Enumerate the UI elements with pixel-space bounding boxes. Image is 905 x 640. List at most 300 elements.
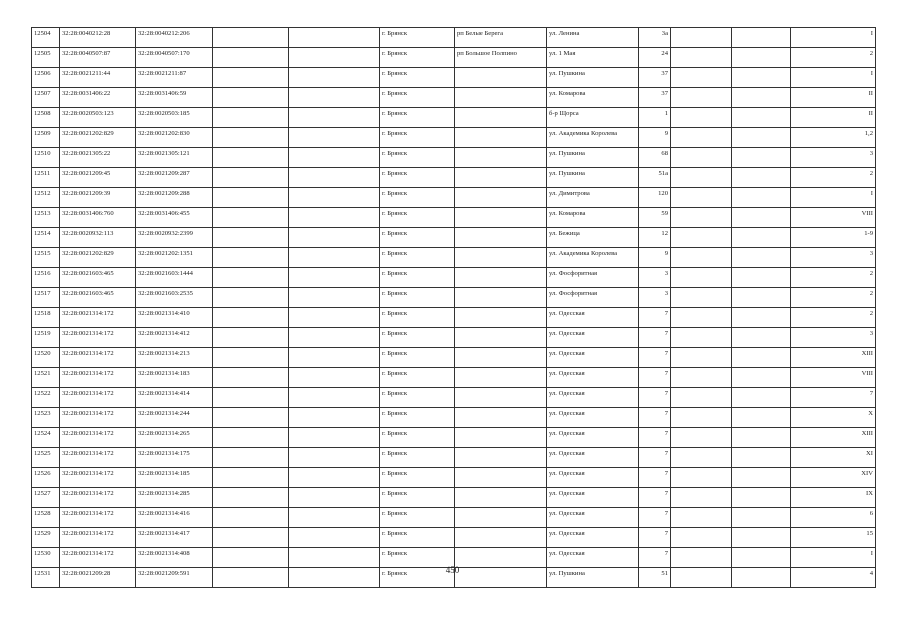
cell-object-cadastral-number: 32:28:0021314:412 (136, 328, 213, 348)
cell-col-empty-d (732, 68, 791, 88)
cell-col-empty-d (732, 48, 791, 68)
cell-settlement (455, 428, 547, 448)
cell-row-number: 12521 (32, 368, 60, 388)
cell-city: г. Брянск (380, 308, 455, 328)
cell-object-cadastral-number: 32:28:0031406:455 (136, 208, 213, 228)
cell-settlement (455, 508, 547, 528)
cell-premises-number: 6 (791, 508, 876, 528)
cell-house-number: 51а (639, 168, 671, 188)
table-row (32, 108, 876, 128)
cell-col-empty-d (732, 528, 791, 548)
cell-premises-number: VIII (791, 208, 876, 228)
cell-col-empty-c (671, 188, 732, 208)
cell-street: ул. Академика Королева (547, 128, 639, 148)
cell-col-empty-a (213, 388, 289, 408)
cell-row-number: 12524 (32, 428, 60, 448)
cell-col-empty-b (289, 348, 380, 368)
cell-city: г. Брянск (380, 408, 455, 428)
cell-row-number: 12507 (32, 88, 60, 108)
cell-premises-number: 3 (791, 328, 876, 348)
cell-col-empty-b (289, 228, 380, 248)
table-row (32, 328, 876, 348)
cell-house-number: 7 (639, 508, 671, 528)
cell-row-number: 12522 (32, 388, 60, 408)
cell-col-empty-a (213, 248, 289, 268)
cell-parcel-cadastral-number: 32:28:0021209:39 (60, 188, 136, 208)
table-row (32, 268, 876, 288)
cell-object-cadastral-number: 32:28:0020932:2399 (136, 228, 213, 248)
table-row (32, 408, 876, 428)
cell-house-number: 7 (639, 388, 671, 408)
cell-house-number: 7 (639, 448, 671, 468)
cell-col-empty-b (289, 88, 380, 108)
cell-col-empty-a (213, 468, 289, 488)
cell-col-empty-c (671, 308, 732, 328)
cell-row-number: 12514 (32, 228, 60, 248)
table-row (32, 188, 876, 208)
cell-col-empty-a (213, 288, 289, 308)
cell-street: ул. Одесская (547, 388, 639, 408)
cell-city: г. Брянск (380, 568, 455, 588)
page-number: 450 (445, 565, 460, 575)
cell-object-cadastral-number: 32:28:0021314:244 (136, 408, 213, 428)
cell-row-number: 12511 (32, 168, 60, 188)
cell-col-empty-c (671, 388, 732, 408)
cell-object-cadastral-number: 32:28:0021314:183 (136, 368, 213, 388)
cell-col-empty-b (289, 528, 380, 548)
cell-house-number: 37 (639, 88, 671, 108)
cell-col-empty-b (289, 208, 380, 228)
cell-city: г. Брянск (380, 528, 455, 548)
cell-col-empty-b (289, 428, 380, 448)
cell-object-cadastral-number: 32:28:0040212:206 (136, 28, 213, 48)
cell-object-cadastral-number: 32:28:0031406:59 (136, 88, 213, 108)
cell-parcel-cadastral-number: 32:28:0020932:113 (60, 228, 136, 248)
cell-street: ул. Комарова (547, 88, 639, 108)
cell-col-empty-a (213, 328, 289, 348)
cell-row-number: 12517 (32, 288, 60, 308)
cell-parcel-cadastral-number: 32:28:0040507:87 (60, 48, 136, 68)
cell-premises-number: 15 (791, 528, 876, 548)
cell-col-empty-b (289, 468, 380, 488)
cell-house-number: 7 (639, 368, 671, 388)
cell-col-empty-b (289, 368, 380, 388)
cell-city: г. Брянск (380, 48, 455, 68)
cell-row-number: 12530 (32, 548, 60, 568)
cell-premises-number: IX (791, 488, 876, 508)
cell-object-cadastral-number: 32:28:0021305:121 (136, 148, 213, 168)
cell-col-empty-a (213, 308, 289, 328)
cell-parcel-cadastral-number: 32:28:0021314:172 (60, 548, 136, 568)
cell-parcel-cadastral-number: 32:28:0021211:44 (60, 68, 136, 88)
cell-object-cadastral-number: 32:28:0021314:408 (136, 548, 213, 568)
cell-city: г. Брянск (380, 388, 455, 408)
cell-premises-number: I (791, 548, 876, 568)
cell-col-empty-b (289, 388, 380, 408)
cell-street: б-р Щорса (547, 108, 639, 128)
cell-col-empty-c (671, 208, 732, 228)
cell-street: ул. Одесская (547, 308, 639, 328)
cell-premises-number: XIV (791, 468, 876, 488)
cell-street: ул. Одесская (547, 488, 639, 508)
cell-col-empty-c (671, 88, 732, 108)
cell-house-number: 68 (639, 148, 671, 168)
cell-city: г. Брянск (380, 28, 455, 48)
cell-col-empty-a (213, 208, 289, 228)
table-row (32, 228, 876, 248)
cell-row-number: 12520 (32, 348, 60, 368)
cell-object-cadastral-number: 32:28:0021314:414 (136, 388, 213, 408)
cell-settlement (455, 128, 547, 148)
cell-premises-number: 2 (791, 48, 876, 68)
cell-object-cadastral-number: 32:28:0021202:1351 (136, 248, 213, 268)
cell-premises-number: 1,2 (791, 128, 876, 148)
cell-parcel-cadastral-number: 32:28:0021202:829 (60, 248, 136, 268)
cell-settlement: рп Большое Полпино (455, 48, 547, 68)
cell-parcel-cadastral-number: 32:28:0021314:172 (60, 348, 136, 368)
cell-row-number: 12506 (32, 68, 60, 88)
cell-street: ул. Одесская (547, 408, 639, 428)
cell-col-empty-c (671, 488, 732, 508)
cell-city: г. Брянск (380, 328, 455, 348)
cell-col-empty-a (213, 188, 289, 208)
cell-settlement (455, 188, 547, 208)
cell-col-empty-a (213, 108, 289, 128)
cell-settlement (455, 528, 547, 548)
cell-object-cadastral-number: 32:28:0020503:185 (136, 108, 213, 128)
cell-object-cadastral-number: 32:28:0021603:1444 (136, 268, 213, 288)
cell-city: г. Брянск (380, 208, 455, 228)
cell-col-empty-a (213, 148, 289, 168)
cell-street: ул. Димитрова (547, 188, 639, 208)
cell-col-empty-a (213, 408, 289, 428)
cell-premises-number: I (791, 188, 876, 208)
cell-street: ул. Одесская (547, 368, 639, 388)
cell-col-empty-d (732, 448, 791, 468)
cell-parcel-cadastral-number: 32:28:0021314:172 (60, 408, 136, 428)
cell-col-empty-d (732, 248, 791, 268)
cell-col-empty-c (671, 48, 732, 68)
cell-row-number: 12505 (32, 48, 60, 68)
cell-col-empty-c (671, 108, 732, 128)
cell-object-cadastral-number: 32:28:0021314:213 (136, 348, 213, 368)
cell-col-empty-c (671, 228, 732, 248)
cell-parcel-cadastral-number: 32:28:0021314:172 (60, 528, 136, 548)
cell-settlement (455, 248, 547, 268)
cell-house-number: 3а (639, 28, 671, 48)
cell-city: г. Брянск (380, 468, 455, 488)
cell-settlement (455, 228, 547, 248)
cell-col-empty-c (671, 148, 732, 168)
cell-row-number: 12510 (32, 148, 60, 168)
cell-city: г. Брянск (380, 488, 455, 508)
cell-premises-number: I (791, 68, 876, 88)
cell-col-empty-a (213, 48, 289, 68)
cell-col-empty-a (213, 168, 289, 188)
cell-col-empty-c (671, 128, 732, 148)
cell-house-number: 7 (639, 468, 671, 488)
cell-object-cadastral-number: 32:28:0021314:265 (136, 428, 213, 448)
cell-house-number: 7 (639, 488, 671, 508)
cell-row-number: 12528 (32, 508, 60, 528)
table-row (32, 208, 876, 228)
cell-premises-number: 3 (791, 148, 876, 168)
cell-city: г. Брянск (380, 348, 455, 368)
cell-city: г. Брянск (380, 128, 455, 148)
cell-col-empty-b (289, 288, 380, 308)
cell-street: ул. 1 Мая (547, 48, 639, 68)
cell-row-number: 12515 (32, 248, 60, 268)
cell-object-cadastral-number: 32:28:0021603:2535 (136, 288, 213, 308)
cell-parcel-cadastral-number: 32:28:0020503:123 (60, 108, 136, 128)
table-row (32, 288, 876, 308)
cell-col-empty-a (213, 128, 289, 148)
cell-city: г. Брянск (380, 548, 455, 568)
cell-city: г. Брянск (380, 228, 455, 248)
cell-parcel-cadastral-number: 32:28:0021314:172 (60, 448, 136, 468)
cell-premises-number: VIII (791, 368, 876, 388)
cell-premises-number: 4 (791, 568, 876, 588)
cell-street: ул. Пушкина (547, 568, 639, 588)
cell-street: ул. Одесская (547, 468, 639, 488)
cell-col-empty-d (732, 348, 791, 368)
cell-col-empty-a (213, 268, 289, 288)
cell-col-empty-c (671, 68, 732, 88)
cell-settlement: рп Белые Берега (455, 28, 547, 48)
cell-settlement (455, 348, 547, 368)
cell-street: ул. Одесская (547, 548, 639, 568)
cell-row-number: 12516 (32, 268, 60, 288)
cell-street: ул. Ленина (547, 28, 639, 48)
cell-street: ул. Одесская (547, 328, 639, 348)
cell-premises-number: 2 (791, 268, 876, 288)
cell-row-number: 12527 (32, 488, 60, 508)
cell-col-empty-d (732, 208, 791, 228)
cell-street: ул. Бежица (547, 228, 639, 248)
cell-premises-number: 3 (791, 248, 876, 268)
cell-settlement (455, 288, 547, 308)
cell-premises-number: XI (791, 448, 876, 468)
cell-object-cadastral-number: 32:28:0040507:170 (136, 48, 213, 68)
cell-col-empty-b (289, 308, 380, 328)
table-row (32, 148, 876, 168)
cell-house-number: 7 (639, 348, 671, 368)
cell-settlement (455, 388, 547, 408)
cell-street: ул. Пушкина (547, 168, 639, 188)
cell-settlement (455, 488, 547, 508)
cell-col-empty-b (289, 508, 380, 528)
cell-object-cadastral-number: 32:28:0021314:285 (136, 488, 213, 508)
cell-premises-number: II (791, 88, 876, 108)
cell-col-empty-a (213, 68, 289, 88)
cell-house-number: 51 (639, 568, 671, 588)
cell-premises-number: I (791, 28, 876, 48)
cell-parcel-cadastral-number: 32:28:0021202:829 (60, 128, 136, 148)
cell-col-empty-c (671, 408, 732, 428)
cell-col-empty-d (732, 188, 791, 208)
cell-street: ул. Пушкина (547, 148, 639, 168)
cell-col-empty-d (732, 88, 791, 108)
cell-col-empty-a (213, 228, 289, 248)
cell-premises-number: 1-9 (791, 228, 876, 248)
cell-street: ул. Одесская (547, 428, 639, 448)
cell-col-empty-b (289, 48, 380, 68)
cell-col-empty-c (671, 508, 732, 528)
cell-city: г. Брянск (380, 148, 455, 168)
cell-row-number: 12513 (32, 208, 60, 228)
cell-row-number: 12526 (32, 468, 60, 488)
cell-settlement (455, 308, 547, 328)
cell-col-empty-b (289, 188, 380, 208)
cell-row-number: 12509 (32, 128, 60, 148)
cell-col-empty-b (289, 28, 380, 48)
cell-premises-number: 2 (791, 288, 876, 308)
cell-col-empty-b (289, 68, 380, 88)
cell-house-number: 1 (639, 108, 671, 128)
cell-house-number: 37 (639, 68, 671, 88)
cell-house-number: 24 (639, 48, 671, 68)
cell-col-empty-d (732, 288, 791, 308)
table-row (32, 168, 876, 188)
cell-parcel-cadastral-number: 32:28:0040212:28 (60, 28, 136, 48)
cell-premises-number: XIII (791, 348, 876, 368)
cell-col-empty-d (732, 28, 791, 48)
cell-col-empty-b (289, 408, 380, 428)
cell-settlement (455, 328, 547, 348)
cell-col-empty-c (671, 428, 732, 448)
cell-house-number: 9 (639, 248, 671, 268)
cell-col-empty-d (732, 148, 791, 168)
cell-col-empty-b (289, 268, 380, 288)
cell-row-number: 12508 (32, 108, 60, 128)
cell-col-empty-c (671, 268, 732, 288)
cell-house-number: 7 (639, 328, 671, 348)
cell-object-cadastral-number: 32:28:0021211:87 (136, 68, 213, 88)
cell-col-empty-d (732, 108, 791, 128)
cell-city: г. Брянск (380, 448, 455, 468)
cell-settlement (455, 148, 547, 168)
cell-street: ул. Академика Королева (547, 248, 639, 268)
cell-col-empty-d (732, 428, 791, 448)
cell-col-empty-a (213, 528, 289, 548)
cell-street: ул. Одесская (547, 348, 639, 368)
cell-col-empty-d (732, 228, 791, 248)
cell-city: г. Брянск (380, 288, 455, 308)
cell-house-number: 9 (639, 128, 671, 148)
cell-row-number: 12518 (32, 308, 60, 328)
cell-house-number: 7 (639, 428, 671, 448)
cell-house-number: 7 (639, 308, 671, 328)
cell-row-number: 12504 (32, 28, 60, 48)
cell-parcel-cadastral-number: 32:28:0031406:22 (60, 88, 136, 108)
cell-col-empty-d (732, 488, 791, 508)
cell-parcel-cadastral-number: 32:28:0021314:172 (60, 428, 136, 448)
cell-col-empty-a (213, 368, 289, 388)
register-table-body (32, 28, 876, 588)
cell-parcel-cadastral-number: 32:28:0021209:28 (60, 568, 136, 588)
cell-row-number: 12519 (32, 328, 60, 348)
cell-parcel-cadastral-number: 32:28:0021305:22 (60, 148, 136, 168)
cell-col-empty-b (289, 108, 380, 128)
register-table (31, 27, 876, 588)
cell-street: ул. Комарова (547, 208, 639, 228)
cell-city: г. Брянск (380, 168, 455, 188)
cell-col-empty-a (213, 428, 289, 448)
cell-house-number: 3 (639, 268, 671, 288)
cell-object-cadastral-number: 32:28:0021202:830 (136, 128, 213, 148)
cell-parcel-cadastral-number: 32:28:0021603:465 (60, 288, 136, 308)
cell-street: ул. Одесская (547, 448, 639, 468)
table-row (32, 488, 876, 508)
cell-street: ул. Одесская (547, 528, 639, 548)
cell-house-number: 120 (639, 188, 671, 208)
cell-house-number: 7 (639, 528, 671, 548)
cell-city: г. Брянск (380, 428, 455, 448)
cell-city: г. Брянск (380, 508, 455, 528)
cell-parcel-cadastral-number: 32:28:0021314:172 (60, 468, 136, 488)
cell-col-empty-d (732, 168, 791, 188)
cell-settlement (455, 268, 547, 288)
cell-col-empty-d (732, 508, 791, 528)
cell-parcel-cadastral-number: 32:28:0031406:760 (60, 208, 136, 228)
cell-house-number: 7 (639, 408, 671, 428)
cell-settlement (455, 88, 547, 108)
cell-object-cadastral-number: 32:28:0021209:591 (136, 568, 213, 588)
cell-object-cadastral-number: 32:28:0021209:287 (136, 168, 213, 188)
cell-premises-number: XIII (791, 428, 876, 448)
cell-row-number: 12529 (32, 528, 60, 548)
table-row (32, 448, 876, 468)
cell-col-empty-b (289, 128, 380, 148)
cell-house-number: 3 (639, 288, 671, 308)
cell-city: г. Брянск (380, 68, 455, 88)
cell-city: г. Брянск (380, 88, 455, 108)
cell-row-number: 12523 (32, 408, 60, 428)
cell-city: г. Брянск (380, 268, 455, 288)
cell-house-number: 12 (639, 228, 671, 248)
cell-col-empty-b (289, 488, 380, 508)
cell-city: г. Брянск (380, 248, 455, 268)
cell-settlement (455, 408, 547, 428)
table-row (32, 368, 876, 388)
cell-col-empty-a (213, 28, 289, 48)
table-row (32, 388, 876, 408)
cell-street: ул. Фосфоритная (547, 268, 639, 288)
cell-col-empty-b (289, 248, 380, 268)
cell-object-cadastral-number: 32:28:0021314:410 (136, 308, 213, 328)
cell-premises-number: 7 (791, 388, 876, 408)
cell-row-number: 12512 (32, 188, 60, 208)
cell-col-empty-b (289, 168, 380, 188)
cell-col-empty-d (732, 368, 791, 388)
cell-col-empty-c (671, 448, 732, 468)
cell-col-empty-c (671, 368, 732, 388)
cell-premises-number: X (791, 408, 876, 428)
cell-settlement (455, 468, 547, 488)
table-row (32, 508, 876, 528)
cell-col-empty-c (671, 288, 732, 308)
cell-house-number: 59 (639, 208, 671, 228)
cell-settlement (455, 168, 547, 188)
cell-parcel-cadastral-number: 32:28:0021209:45 (60, 168, 136, 188)
cell-col-empty-d (732, 388, 791, 408)
cell-street: ул. Фосфоритная (547, 288, 639, 308)
cell-col-empty-b (289, 448, 380, 468)
table-row (32, 28, 876, 48)
table-row (32, 68, 876, 88)
register-sheet (31, 27, 876, 588)
cell-col-empty-c (671, 528, 732, 548)
